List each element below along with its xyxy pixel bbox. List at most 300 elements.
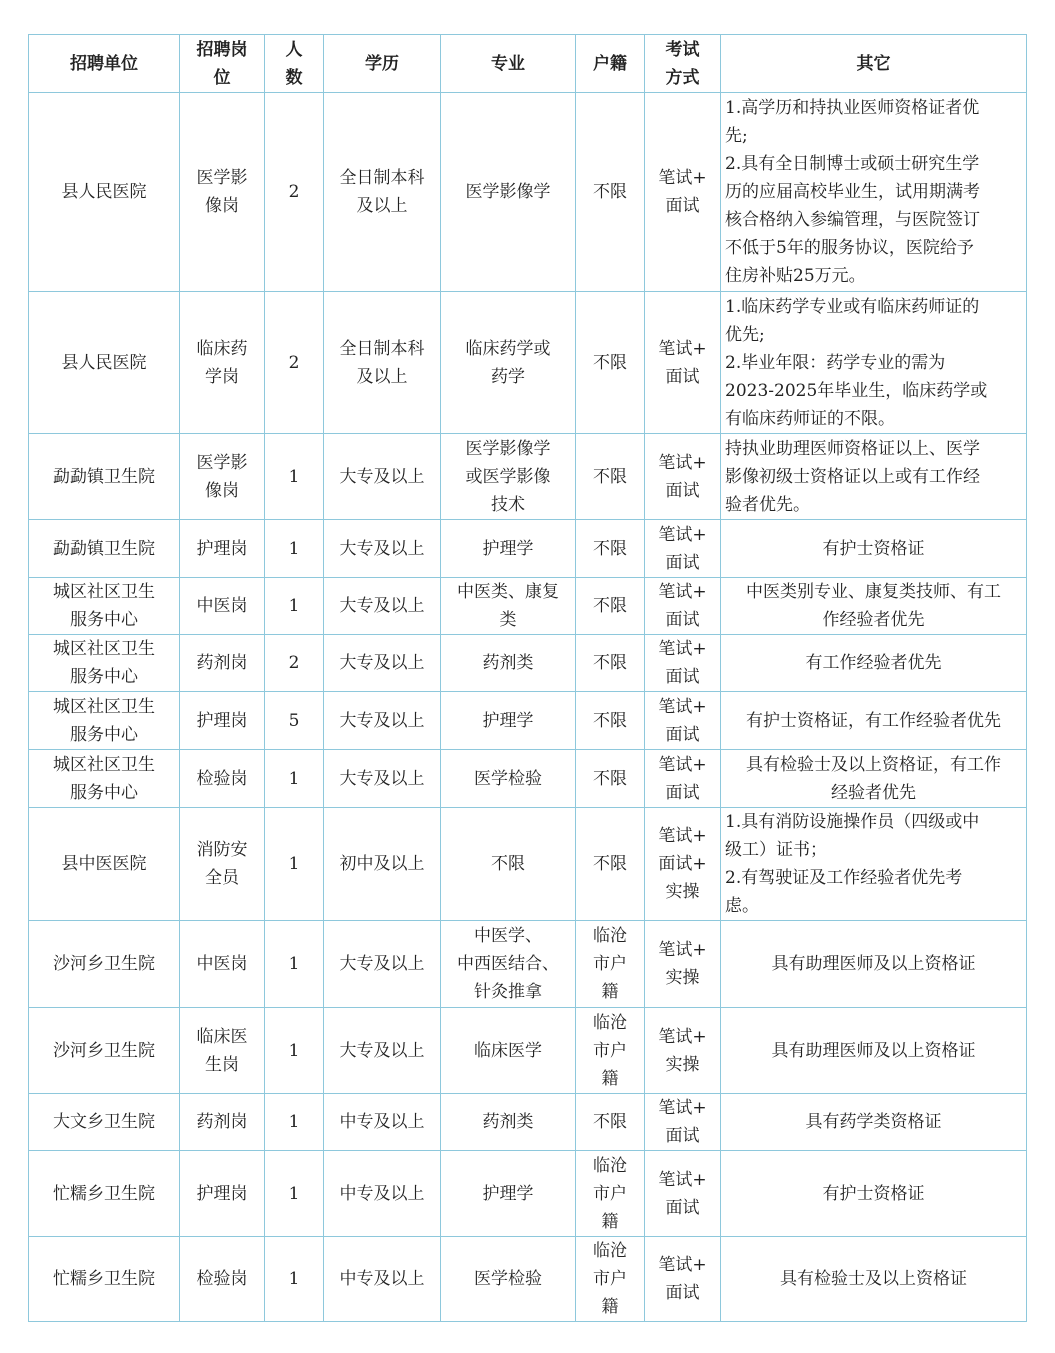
- cell-text: 学岗: [205, 366, 239, 387]
- cell-unit: [29, 750, 180, 808]
- cell-major: [441, 292, 576, 434]
- cell-text: 大专及以上: [339, 954, 425, 974]
- cell-edu: [324, 921, 441, 1008]
- cell-post: [180, 93, 265, 292]
- cell-post: [180, 808, 265, 921]
- cell-text: 大专及以上: [339, 538, 425, 559]
- cell-count: [265, 1008, 324, 1094]
- cell-major: [441, 808, 576, 921]
- cell-text: 沙河乡卫生院: [53, 1040, 155, 1061]
- header-post: [180, 35, 265, 93]
- cell-text: 5: [288, 710, 300, 731]
- cell-exam: [645, 1237, 721, 1322]
- cell-other: [721, 808, 1027, 921]
- header-text: 数: [285, 67, 303, 88]
- cell-exam: [645, 921, 721, 1008]
- cell-major: [441, 1094, 576, 1151]
- cell-text: 笔试+: [658, 338, 707, 359]
- cell-unit: [29, 635, 180, 692]
- cell-text: 1.具有消防设施操作员（四级或中: [725, 812, 980, 832]
- cell-count: [265, 808, 324, 921]
- cell-text: 具有检验士及以上资格证，有工作: [746, 754, 1001, 775]
- cell-count: [265, 692, 324, 750]
- cell-other: [721, 635, 1027, 692]
- cell-major: [441, 578, 576, 635]
- cell-text: 护理岗: [196, 1183, 248, 1204]
- cell-exam: [645, 578, 721, 635]
- cell-text: 服务中心: [70, 667, 138, 687]
- cell-post: [180, 520, 265, 578]
- cell-text: 优先;: [725, 324, 765, 345]
- cell-major: [441, 434, 576, 520]
- cell-text: 住房补贴25万元。: [725, 266, 866, 286]
- cell-text: 面试+: [658, 854, 707, 874]
- cell-text: 不低于5年的服务协议，医院给予: [725, 238, 974, 258]
- cell-exam: [645, 292, 721, 434]
- cell-text: 2.毕业年限：药学专业的需为: [725, 352, 946, 373]
- cell-text: 笔试+: [658, 1026, 707, 1047]
- cell-exam: [645, 93, 721, 292]
- cell-count: [265, 1151, 324, 1237]
- cell-count: [265, 635, 324, 692]
- cell-text: 检验岗: [196, 1269, 248, 1289]
- cell-other: [721, 692, 1027, 750]
- cell-text: 市户: [593, 954, 627, 974]
- cell-other: [721, 1237, 1027, 1322]
- cell-text: 核合格纳入参编管理，与医院签订: [725, 210, 980, 230]
- cell-text: 全日制本科: [339, 338, 425, 359]
- cell-unit: [29, 434, 180, 520]
- cell-unit: [29, 1008, 180, 1094]
- cell-text: 不限: [593, 854, 627, 874]
- cell-text: 具有助理医师及以上资格证: [771, 1040, 976, 1061]
- cell-count: [265, 921, 324, 1008]
- cell-text: 1: [288, 596, 300, 616]
- header-text: 人: [285, 39, 303, 60]
- cell-unit: [29, 692, 180, 750]
- cell-text: 籍: [601, 1211, 619, 1232]
- cell-major: [441, 1151, 576, 1237]
- cell-major: [441, 93, 576, 292]
- cell-text: 面试: [665, 480, 700, 501]
- cell-huji: [576, 921, 645, 1008]
- cell-post: [180, 1237, 265, 1322]
- cell-text: 服务中心: [70, 724, 138, 745]
- cell-huji: [576, 808, 645, 921]
- cell-unit: [29, 520, 180, 578]
- table-row: [29, 93, 1027, 292]
- table-header-row: [29, 35, 1027, 93]
- header-text: 位: [213, 67, 231, 88]
- cell-other: [721, 292, 1027, 434]
- cell-text: 临床医: [196, 1026, 248, 1047]
- cell-text: 服务中心: [70, 782, 138, 803]
- cell-text: 类: [499, 610, 517, 630]
- cell-text: 中医岗: [196, 596, 248, 616]
- cell-text: 县人民医院: [61, 352, 147, 373]
- cell-post: [180, 750, 265, 808]
- cell-text: 像岗: [205, 480, 239, 501]
- cell-text: 医学检验: [474, 768, 542, 789]
- cell-count: [265, 434, 324, 520]
- cell-text: 面试: [665, 667, 700, 687]
- cell-text: 临床医学: [474, 1040, 542, 1061]
- cell-unit: [29, 1151, 180, 1237]
- cell-post: [180, 292, 265, 434]
- cell-text: 中专及以上: [339, 1112, 425, 1132]
- cell-text: 勐勐镇卫生院: [53, 538, 155, 559]
- cell-text: 中专及以上: [339, 1269, 425, 1289]
- cell-other: [721, 921, 1027, 1008]
- header-text: 考试: [665, 39, 700, 60]
- header-other: [721, 35, 1027, 93]
- cell-other: [721, 1094, 1027, 1151]
- table-row: [29, 1237, 1027, 1322]
- cell-text: 城区社区卫生: [53, 754, 155, 775]
- cell-text: 笔试+: [658, 1255, 707, 1275]
- cell-text: 大专及以上: [339, 768, 425, 789]
- cell-huji: [576, 1094, 645, 1151]
- cell-text: 面试: [665, 1126, 700, 1146]
- cell-text: 中西医结合、: [457, 954, 559, 974]
- cell-text: 实操: [665, 968, 700, 988]
- cell-unit: [29, 93, 180, 292]
- cell-text: 有护士资格证: [822, 538, 925, 559]
- cell-text: 药学: [491, 366, 525, 387]
- cell-text: 笔试+: [658, 452, 707, 473]
- cell-unit: [29, 292, 180, 434]
- cell-text: 针灸推拿: [474, 982, 542, 1002]
- cell-text: 大专及以上: [339, 1040, 425, 1061]
- cell-post: [180, 1094, 265, 1151]
- cell-text: 中医类别专业、康复类技师、有工: [746, 582, 1001, 602]
- cell-text: 面试: [665, 552, 700, 573]
- cell-text: 持执业助理医师资格证以上、医学: [725, 438, 980, 459]
- cell-text: 不限: [593, 768, 627, 789]
- cell-text: 2: [288, 352, 300, 373]
- cell-edu: [324, 1008, 441, 1094]
- cell-huji: [576, 1237, 645, 1322]
- cell-edu: [324, 692, 441, 750]
- cell-text: 大专及以上: [339, 466, 425, 487]
- cell-post: [180, 578, 265, 635]
- header-text: 户籍: [593, 53, 627, 74]
- cell-text: 籍: [601, 1068, 619, 1089]
- cell-edu: [324, 750, 441, 808]
- recruitment-table: [28, 34, 1027, 1322]
- table-row: [29, 1094, 1027, 1151]
- cell-text: 笔试+: [658, 582, 707, 602]
- cell-text: 有临床药师证的不限。: [725, 408, 895, 429]
- cell-text: 忙糯乡卫生院: [53, 1183, 155, 1204]
- cell-other: [721, 750, 1027, 808]
- cell-text: 不限: [593, 653, 627, 673]
- table-row: [29, 292, 1027, 434]
- cell-text: 或医学影像: [465, 466, 551, 487]
- cell-huji: [576, 93, 645, 292]
- cell-text: 大专及以上: [339, 653, 425, 673]
- cell-unit: [29, 1094, 180, 1151]
- cell-text: 笔试+: [658, 826, 707, 846]
- cell-text: 面试: [665, 724, 700, 745]
- cell-major: [441, 520, 576, 578]
- cell-text: 护理学: [482, 710, 534, 731]
- cell-text: 大专及以上: [339, 710, 425, 731]
- cell-text: 药剂岗: [196, 1112, 248, 1132]
- cell-text: 级工）证书；: [725, 840, 827, 860]
- cell-text: 像岗: [205, 196, 239, 216]
- cell-other: [721, 434, 1027, 520]
- cell-text: 城区社区卫生: [53, 639, 155, 659]
- cell-exam: [645, 750, 721, 808]
- cell-text: 临床药: [196, 338, 248, 359]
- cell-exam: [645, 1094, 721, 1151]
- cell-text: 1: [288, 1183, 300, 1204]
- cell-text: 临沧: [593, 926, 627, 946]
- cell-huji: [576, 692, 645, 750]
- cell-text: 1: [288, 854, 300, 874]
- cell-text: 市户: [593, 1040, 627, 1061]
- cell-text: 2.具有全日制博士或硕士研究生学: [725, 154, 980, 174]
- cell-text: 中医岗: [196, 954, 248, 974]
- cell-text: 不限: [491, 854, 525, 874]
- cell-post: [180, 1008, 265, 1094]
- cell-text: 市户: [593, 1269, 627, 1289]
- cell-major: [441, 1237, 576, 1322]
- cell-text: 不限: [593, 1112, 627, 1132]
- cell-count: [265, 578, 324, 635]
- cell-other: [721, 578, 1027, 635]
- cell-text: 具有药学类资格证: [805, 1112, 942, 1132]
- cell-text: 经验者优先: [831, 782, 916, 803]
- cell-text: 沙河乡卫生院: [53, 954, 155, 974]
- cell-text: 笔试+: [658, 168, 707, 188]
- cell-text: 不限: [593, 710, 627, 731]
- cell-text: 检验岗: [196, 768, 248, 789]
- cell-edu: [324, 808, 441, 921]
- cell-text: 全员: [205, 868, 239, 888]
- table-row: [29, 434, 1027, 520]
- cell-text: 1.高学历和持执业医师资格证者优: [725, 98, 980, 118]
- cell-text: 城区社区卫生: [53, 696, 155, 717]
- cell-text: 中专及以上: [339, 1183, 425, 1204]
- header-major: [441, 35, 576, 93]
- cell-text: 1: [288, 466, 300, 487]
- cell-text: 医学影: [196, 168, 248, 188]
- cell-text: 实操: [665, 882, 700, 902]
- cell-edu: [324, 635, 441, 692]
- cell-text: 不限: [593, 352, 627, 373]
- cell-unit: [29, 1237, 180, 1322]
- cell-text: 不限: [593, 182, 627, 202]
- table-row: [29, 635, 1027, 692]
- cell-post: [180, 921, 265, 1008]
- cell-text: 虑。: [725, 896, 759, 916]
- cell-post: [180, 1151, 265, 1237]
- cell-text: 面试: [665, 1283, 700, 1303]
- cell-exam: [645, 434, 721, 520]
- cell-edu: [324, 578, 441, 635]
- cell-text: 勐勐镇卫生院: [53, 466, 155, 487]
- table-row: [29, 750, 1027, 808]
- cell-unit: [29, 808, 180, 921]
- table-row: [29, 520, 1027, 578]
- cell-text: 不限: [593, 466, 627, 487]
- cell-text: 不限: [593, 596, 627, 616]
- cell-post: [180, 434, 265, 520]
- cell-text: 技术: [491, 494, 525, 515]
- cell-text: 临沧: [593, 1155, 627, 1176]
- cell-other: [721, 1008, 1027, 1094]
- cell-count: [265, 292, 324, 434]
- cell-text: 全日制本科: [339, 168, 425, 188]
- cell-major: [441, 692, 576, 750]
- cell-text: 护理学: [482, 538, 534, 559]
- cell-exam: [645, 692, 721, 750]
- cell-text: 及以上: [356, 366, 408, 387]
- cell-text: 面试: [665, 196, 700, 216]
- table-row: [29, 1151, 1027, 1237]
- cell-text: 笔试+: [658, 940, 707, 960]
- cell-huji: [576, 434, 645, 520]
- cell-text: 医学影: [196, 452, 248, 473]
- cell-text: 临床药学或: [465, 338, 551, 359]
- cell-text: 实操: [665, 1054, 700, 1075]
- cell-text: 面试: [665, 610, 700, 630]
- header-text: 专业: [491, 53, 525, 74]
- cell-text: 忙糯乡卫生院: [53, 1269, 155, 1289]
- cell-text: 1: [288, 954, 300, 974]
- cell-text: 具有检验士及以上资格证: [780, 1269, 967, 1289]
- cell-text: 1: [288, 538, 300, 559]
- cell-text: 初中及以上: [339, 854, 425, 874]
- cell-post: [180, 692, 265, 750]
- cell-text: 1: [288, 1040, 300, 1061]
- cell-text: 籍: [601, 982, 619, 1002]
- cell-count: [265, 520, 324, 578]
- cell-major: [441, 921, 576, 1008]
- cell-text: 具有助理医师及以上资格证: [771, 954, 976, 974]
- cell-text: 笔试+: [658, 639, 707, 659]
- cell-text: 生岗: [205, 1054, 239, 1075]
- cell-edu: [324, 1151, 441, 1237]
- cell-text: 县中医医院: [61, 854, 147, 874]
- cell-exam: [645, 1008, 721, 1094]
- cell-text: 面试: [665, 1197, 700, 1218]
- cell-text: 笔试+: [658, 754, 707, 775]
- header-unit: [29, 35, 180, 93]
- cell-text: 2: [288, 653, 300, 673]
- cell-exam: [645, 520, 721, 578]
- cell-text: 护理岗: [196, 710, 248, 731]
- table-row: [29, 921, 1027, 1008]
- cell-text: 药剂类: [482, 1112, 534, 1132]
- header-text: 招聘单位: [70, 53, 138, 74]
- cell-huji: [576, 635, 645, 692]
- cell-major: [441, 1008, 576, 1094]
- header-text: 其它: [856, 53, 891, 74]
- cell-text: 城区社区卫生: [53, 582, 155, 602]
- cell-huji: [576, 292, 645, 434]
- cell-text: 有护士资格证: [822, 1183, 925, 1204]
- cell-edu: [324, 520, 441, 578]
- cell-huji: [576, 520, 645, 578]
- cell-text: 中医学、: [474, 926, 542, 946]
- cell-text: 1.临床药学专业或有临床药师证的: [725, 296, 980, 317]
- cell-count: [265, 93, 324, 292]
- table-row: [29, 692, 1027, 750]
- cell-text: 验者优先。: [725, 494, 810, 515]
- cell-text: 历的应届高校毕业生，试用期满考: [725, 182, 980, 202]
- cell-text: 先;: [725, 126, 748, 146]
- cell-text: 2.有驾驶证及工作经验者优先考: [725, 868, 963, 888]
- cell-huji: [576, 1151, 645, 1237]
- cell-exam: [645, 1151, 721, 1237]
- cell-text: 不限: [593, 538, 627, 559]
- cell-text: 中医类、康复: [457, 582, 559, 602]
- cell-text: 医学影像学: [465, 182, 551, 202]
- cell-text: 药剂岗: [196, 653, 248, 673]
- cell-major: [441, 635, 576, 692]
- cell-text: 籍: [601, 1297, 619, 1317]
- cell-text: 2023-2025年毕业生，临床药学或: [725, 380, 988, 401]
- cell-text: 笔试+: [658, 1169, 707, 1190]
- table-row: [29, 1008, 1027, 1094]
- cell-text: 大专及以上: [339, 596, 425, 616]
- cell-text: 笔试+: [658, 524, 707, 545]
- table-row: [29, 808, 1027, 921]
- cell-other: [721, 1151, 1027, 1237]
- header-text: 学历: [365, 53, 399, 74]
- cell-text: 面试: [665, 782, 700, 803]
- cell-unit: [29, 578, 180, 635]
- cell-text: 服务中心: [70, 610, 138, 630]
- cell-exam: [645, 635, 721, 692]
- cell-text: 笔试+: [658, 696, 707, 717]
- cell-unit: [29, 921, 180, 1008]
- cell-count: [265, 1237, 324, 1322]
- table-body: [29, 93, 1027, 1322]
- cell-text: 市户: [593, 1183, 627, 1204]
- cell-text: 1: [288, 1112, 300, 1132]
- cell-text: 消防安: [196, 840, 248, 860]
- cell-huji: [576, 578, 645, 635]
- cell-edu: [324, 292, 441, 434]
- cell-text: 护理学: [482, 1183, 534, 1204]
- cell-text: 临沧: [593, 1241, 627, 1261]
- header-exam: [645, 35, 721, 93]
- header-text: 方式: [665, 67, 700, 88]
- cell-post: [180, 635, 265, 692]
- header-count: [265, 35, 324, 93]
- cell-text: 作经验者优先: [822, 610, 925, 630]
- cell-edu: [324, 434, 441, 520]
- cell-count: [265, 1094, 324, 1151]
- cell-text: 医学检验: [474, 1269, 542, 1289]
- cell-text: 1: [288, 1269, 300, 1289]
- header-text: 招聘岗: [196, 39, 248, 60]
- cell-text: 县人民医院: [61, 182, 147, 202]
- cell-text: 有工作经验者优先: [805, 653, 942, 673]
- cell-text: 护理岗: [196, 538, 248, 559]
- cell-count: [265, 750, 324, 808]
- header-huji: [576, 35, 645, 93]
- cell-text: 大文乡卫生院: [53, 1112, 155, 1132]
- cell-major: [441, 750, 576, 808]
- cell-text: 面试: [665, 366, 700, 387]
- cell-text: 笔试+: [658, 1098, 707, 1118]
- cell-text: 临沧: [593, 1012, 627, 1033]
